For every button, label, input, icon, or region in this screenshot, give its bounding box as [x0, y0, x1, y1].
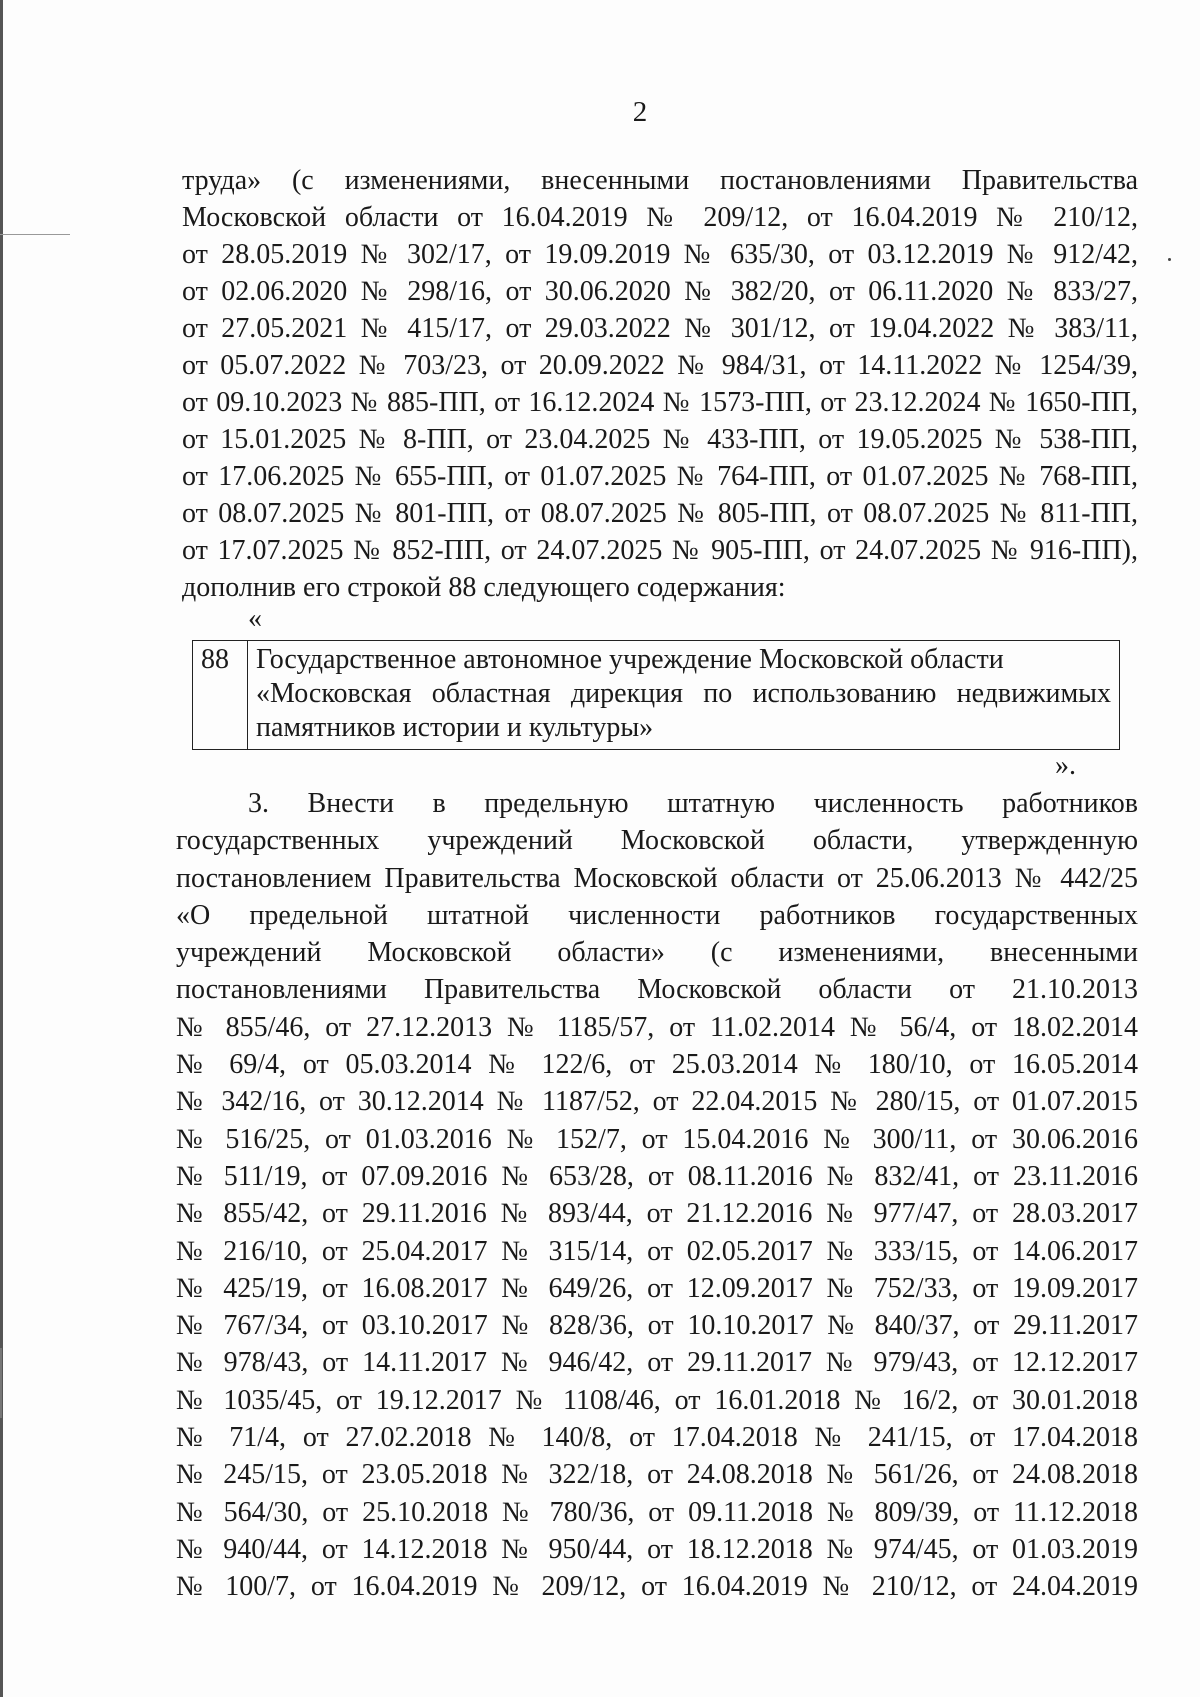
text-line: дополнив его строкой 88 следующего содержания:	[182, 572, 786, 603]
scan-artifact-line	[0, 234, 70, 235]
table-row-text	[248, 641, 1120, 750]
table-row	[193, 641, 1120, 750]
table-text-line: памятников истории и культуры»	[256, 712, 654, 743]
text-line: от 08.07.2025 № 801-ПП, от 08.07.2025 № 805-ПП, от 08.07.2025 № 811-ПП,	[182, 498, 1138, 529]
closing-quote: ».	[1055, 750, 1076, 781]
text-line: № 1035/45, от 19.12.2017 № 1108/46, от 16.01.2018 № 16/2, от 30.01.2018	[176, 1384, 1138, 1416]
text-line: № 767/34, от 03.10.2017 № 828/36, от 10.10.2017 № 840/37, от 29.11.2017	[176, 1310, 1138, 1342]
text-line: № 425/19, от 16.08.2017 № 649/26, от 12.09.2017 № 752/33, от 19.09.2017	[176, 1272, 1138, 1304]
text-line: «О предельной штатной численности работников государственных	[176, 899, 1138, 931]
scan-artifact-bracket	[0, 1348, 16, 1418]
text-line: № 71/4, от 27.02.2018 № 140/8, от 17.04.2018 № 241/15, от 17.04.2018	[176, 1422, 1138, 1454]
text-line: № 342/16, от 30.12.2014 № 1187/52, от 22.04.2015 № 280/15, от 01.07.2015	[176, 1086, 1138, 1118]
text-line: постановлением Правительства Московской области от 25.06.2013 № 442/25	[176, 862, 1138, 894]
text-line: № 69/4, от 05.03.2014 № 122/6, от 25.03.2014 № 180/10, от 16.05.2014	[176, 1049, 1138, 1081]
text-line: труда» (с изменениями, внесенными постановлениями Правительства	[182, 165, 1138, 196]
scan-artifact-dot	[1168, 258, 1171, 261]
table-text-line: Государственное автономное учреждение Московской области	[256, 644, 1004, 675]
text-line: от 05.07.2022 № 703/23, от 20.09.2022 № 984/31, от 14.11.2022 № 1254/39,	[182, 350, 1138, 381]
table-row-number: 88	[193, 641, 248, 750]
text-line: от 02.06.2020 № 298/16, от 30.06.2020 № 382/20, от 06.11.2020 № 833/27,	[182, 276, 1138, 307]
text-line: № 511/19, от 07.09.2016 № 653/28, от 08.11.2016 № 832/41, от 23.11.2016	[176, 1160, 1138, 1192]
text-line: постановлениями Правительства Московской области от 21.10.2013	[176, 974, 1138, 1006]
text-line: учреждений Московской области» (с изменениями, внесенными	[176, 937, 1138, 969]
text-line: № 855/42, от 29.11.2016 № 893/44, от 21.12.2016 № 977/47, от 28.03.2017	[176, 1198, 1138, 1230]
page-number: 2	[632, 96, 648, 128]
table-text-line: «Московская областная дирекция по использованию недвижимых	[256, 678, 1111, 709]
text-line: от 15.01.2025 № 8-ПП, от 23.04.2025 № 433-ПП, от 19.05.2025 № 538-ПП,	[182, 424, 1138, 455]
paragraph-item-3	[176, 785, 1138, 1606]
scan-edge-shadow	[0, 0, 3, 1697]
text-line: от 28.05.2019 № 302/17, от 19.09.2019 № 635/30, от 03.12.2019 № 912/42,	[182, 239, 1138, 270]
text-line: от 27.05.2021 № 415/17, от 29.03.2022 № 301/12, от 19.04.2022 № 383/11,	[182, 313, 1138, 344]
text-line: 3. Внести в предельную штатную численность работников	[248, 788, 1138, 819]
text-line: № 216/10, от 25.04.2017 № 315/14, от 02.05.2017 № 333/15, от 14.06.2017	[176, 1235, 1138, 1267]
text-line: № 978/43, от 14.11.2017 № 946/42, от 29.11.2017 № 979/43, от 12.12.2017	[176, 1347, 1138, 1379]
text-line: Московской области от 16.04.2019 № 209/12, от 16.04.2019 № 210/12,	[182, 202, 1138, 233]
text-line: № 100/7, от 16.04.2019 № 209/12, от 16.04.2019 № 210/12, от 24.04.2019	[176, 1571, 1138, 1603]
text-line: государственных учреждений Московской области, утвержденную	[176, 825, 1138, 857]
text-line: № 855/46, от 27.12.2013 № 1185/57, от 11.02.2014 № 56/4, от 18.02.2014	[176, 1011, 1138, 1043]
text-line: № 245/15, от 23.05.2018 № 322/18, от 24.08.2018 № 561/26, от 24.08.2018	[176, 1459, 1138, 1491]
text-line: № 940/44, от 14.12.2018 № 950/44, от 18.12.2018 № 974/45, от 01.03.2019	[176, 1533, 1138, 1565]
text-line: № 516/25, от 01.03.2016 № 152/7, от 15.04.2016 № 300/11, от 30.06.2016	[176, 1123, 1138, 1155]
text-line: от 17.07.2025 № 852-ПП, от 24.07.2025 № 905-ПП, от 24.07.2025 № 916-ПП),	[182, 535, 1138, 566]
paragraph-amendment-list	[182, 162, 1138, 606]
text-line: № 564/30, от 25.10.2018 № 780/36, от 09.11.2018 № 809/39, от 11.12.2018	[176, 1496, 1138, 1528]
text-line: от 09.10.2023 № 885-ПП, от 16.12.2024 № 1573-ПП, от 23.12.2024 № 1650-ПП,	[182, 387, 1138, 418]
opening-quote: «	[248, 603, 262, 634]
institution-table	[192, 640, 1120, 750]
text-line: от 17.06.2025 № 655-ПП, от 01.07.2025 № 764-ПП, от 01.07.2025 № 768-ПП,	[182, 461, 1138, 492]
